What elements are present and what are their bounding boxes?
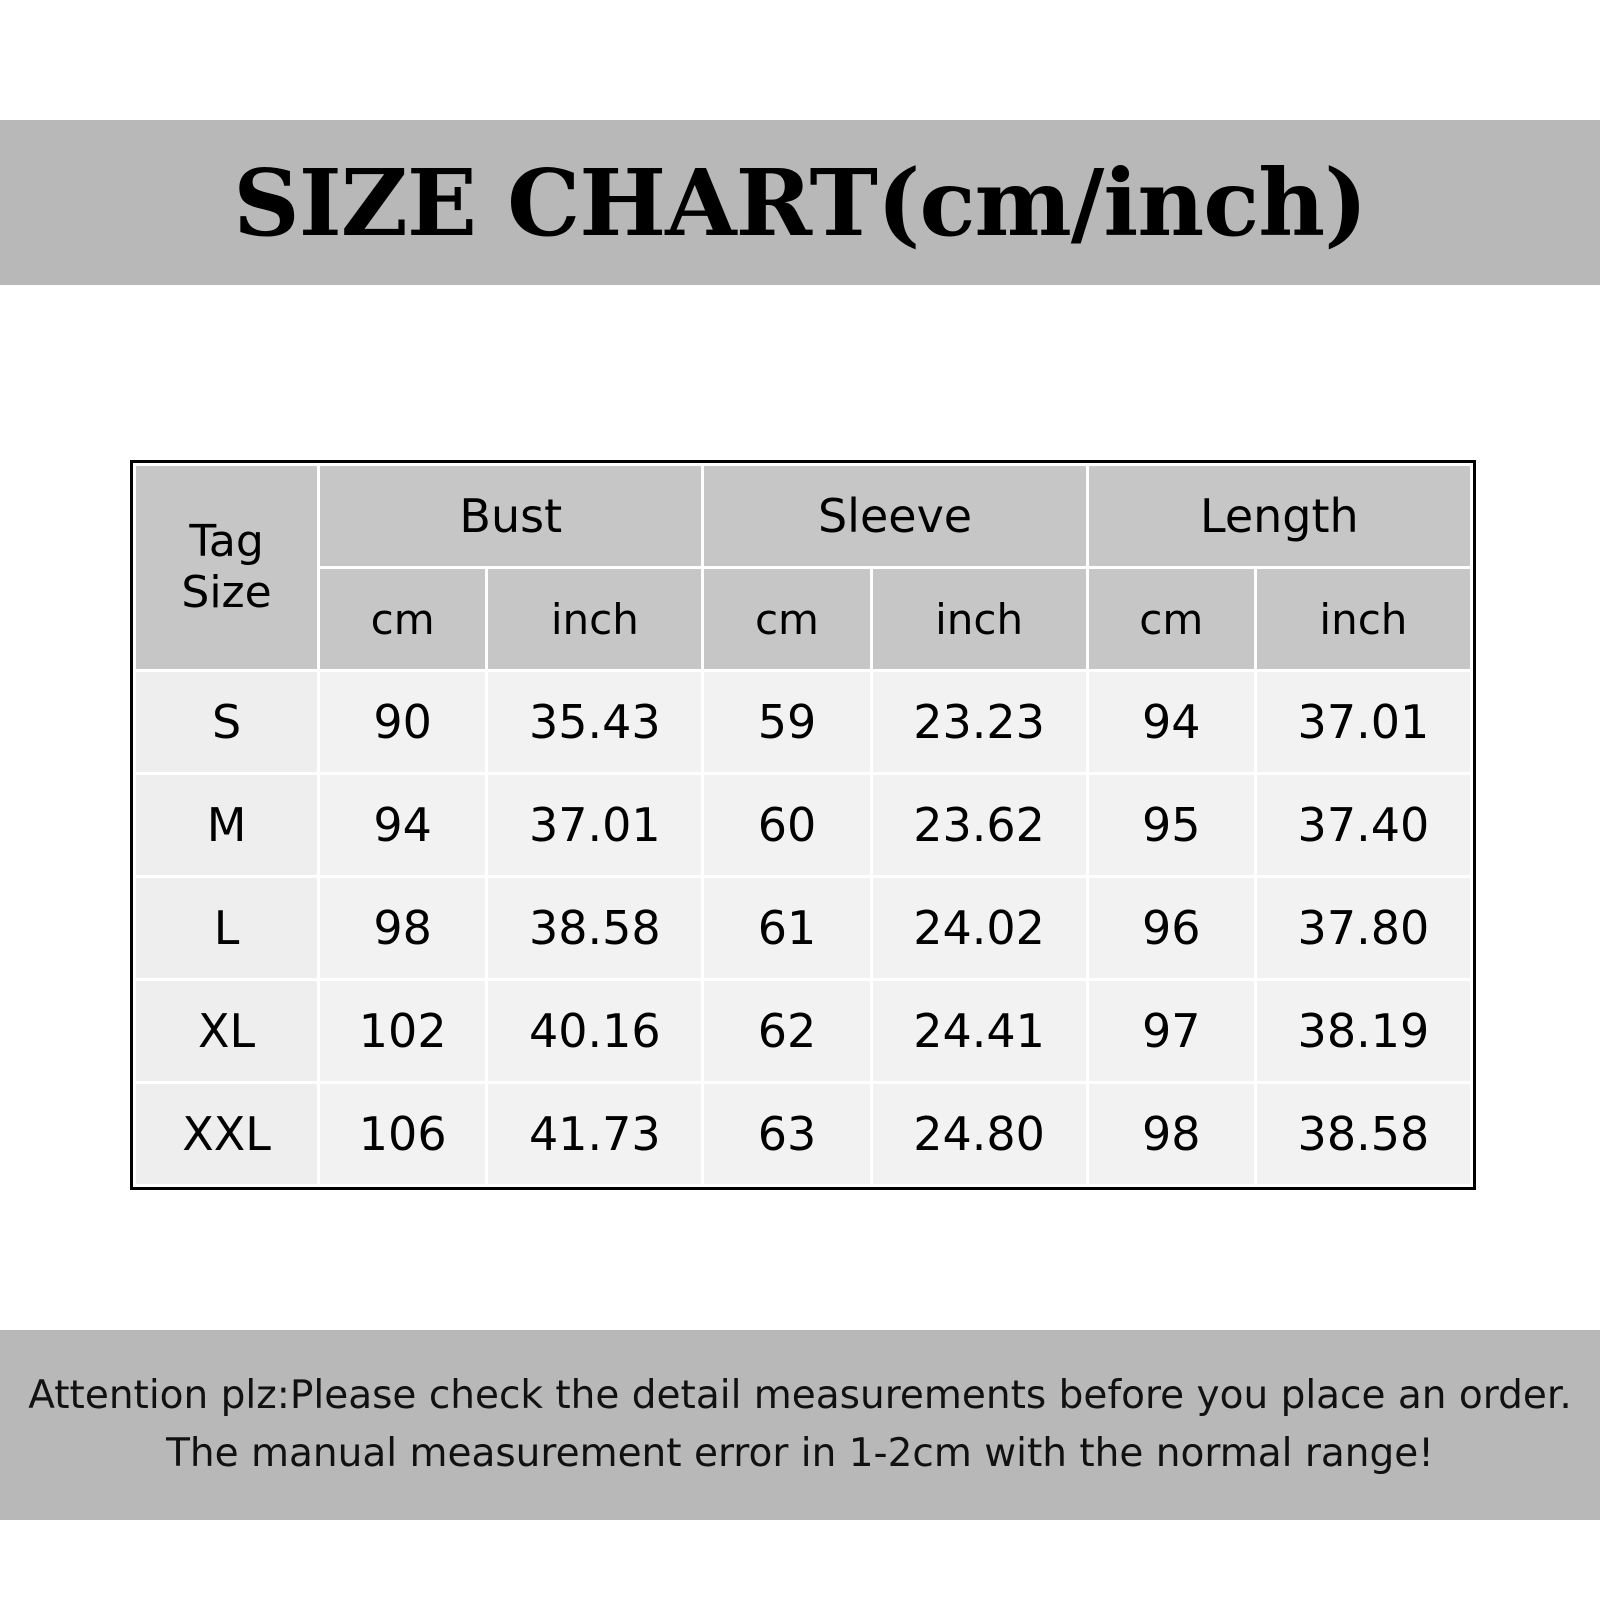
size-chart-table-container bbox=[130, 460, 1476, 1190]
header-unit-length-inch: inch bbox=[1255, 568, 1471, 671]
header-group-bust: Bust bbox=[319, 465, 703, 568]
cell-length-inch: 37.80 bbox=[1255, 877, 1471, 980]
header-unit-bust-inch: inch bbox=[487, 568, 703, 671]
cell-sleeve-cm: 60 bbox=[703, 774, 871, 877]
cell-length-cm: 96 bbox=[1087, 877, 1255, 980]
table-row bbox=[135, 671, 1472, 774]
title-banner bbox=[0, 120, 1600, 285]
cell-sleeve-inch: 24.41 bbox=[871, 980, 1087, 1083]
table-body bbox=[135, 671, 1472, 1186]
header-tag-size-line2: Size bbox=[181, 566, 272, 618]
cell-length-cm: 98 bbox=[1087, 1083, 1255, 1186]
attention-note-banner bbox=[0, 1330, 1600, 1520]
cell-sleeve-cm: 59 bbox=[703, 671, 871, 774]
cell-bust-cm: 94 bbox=[319, 774, 487, 877]
cell-sleeve-inch: 24.80 bbox=[871, 1083, 1087, 1186]
table-header-row-groups bbox=[135, 465, 1472, 568]
page-title: SIZE CHART(cm/inch) bbox=[233, 148, 1367, 257]
cell-length-cm: 94 bbox=[1087, 671, 1255, 774]
header-tag-size-line1: Tag bbox=[189, 515, 264, 567]
cell-length-cm: 95 bbox=[1087, 774, 1255, 877]
cell-bust-inch: 40.16 bbox=[487, 980, 703, 1083]
cell-sleeve-cm: 61 bbox=[703, 877, 871, 980]
table-header bbox=[135, 465, 1472, 671]
cell-bust-cm: 106 bbox=[319, 1083, 487, 1186]
cell-sleeve-cm: 62 bbox=[703, 980, 871, 1083]
attention-note-line-2: The manual measurement error in 1-2cm with the normal range! bbox=[166, 1431, 1434, 1476]
cell-size: XXL bbox=[135, 1083, 319, 1186]
cell-size: XL bbox=[135, 980, 319, 1083]
table-row bbox=[135, 980, 1472, 1083]
header-unit-sleeve-cm: cm bbox=[703, 568, 871, 671]
cell-size: M bbox=[135, 774, 319, 877]
cell-sleeve-inch: 23.23 bbox=[871, 671, 1087, 774]
cell-sleeve-inch: 24.02 bbox=[871, 877, 1087, 980]
table-header-row-units bbox=[135, 568, 1472, 671]
attention-note-line-1: Attention plz:Please check the detail measurements before you place an order. bbox=[28, 1372, 1572, 1418]
header-group-length: Length bbox=[1087, 465, 1471, 568]
header-unit-length-cm: cm bbox=[1087, 568, 1255, 671]
cell-sleeve-cm: 63 bbox=[703, 1083, 871, 1186]
header-group-sleeve: Sleeve bbox=[703, 465, 1087, 568]
cell-bust-inch: 41.73 bbox=[487, 1083, 703, 1186]
cell-length-inch: 38.19 bbox=[1255, 980, 1471, 1083]
table-row bbox=[135, 774, 1472, 877]
cell-bust-inch: 38.58 bbox=[487, 877, 703, 980]
cell-bust-cm: 90 bbox=[319, 671, 487, 774]
cell-bust-cm: 102 bbox=[319, 980, 487, 1083]
size-chart-table bbox=[133, 463, 1473, 1187]
table-row bbox=[135, 1083, 1472, 1186]
cell-length-inch: 37.40 bbox=[1255, 774, 1471, 877]
cell-length-cm: 97 bbox=[1087, 980, 1255, 1083]
header-tag-size bbox=[135, 465, 319, 671]
header-unit-sleeve-inch: inch bbox=[871, 568, 1087, 671]
cell-size: S bbox=[135, 671, 319, 774]
cell-length-inch: 37.01 bbox=[1255, 671, 1471, 774]
cell-size: L bbox=[135, 877, 319, 980]
cell-sleeve-inch: 23.62 bbox=[871, 774, 1087, 877]
cell-bust-inch: 35.43 bbox=[487, 671, 703, 774]
cell-bust-inch: 37.01 bbox=[487, 774, 703, 877]
cell-bust-cm: 98 bbox=[319, 877, 487, 980]
table-row bbox=[135, 877, 1472, 980]
cell-length-inch: 38.58 bbox=[1255, 1083, 1471, 1186]
header-unit-bust-cm: cm bbox=[319, 568, 487, 671]
